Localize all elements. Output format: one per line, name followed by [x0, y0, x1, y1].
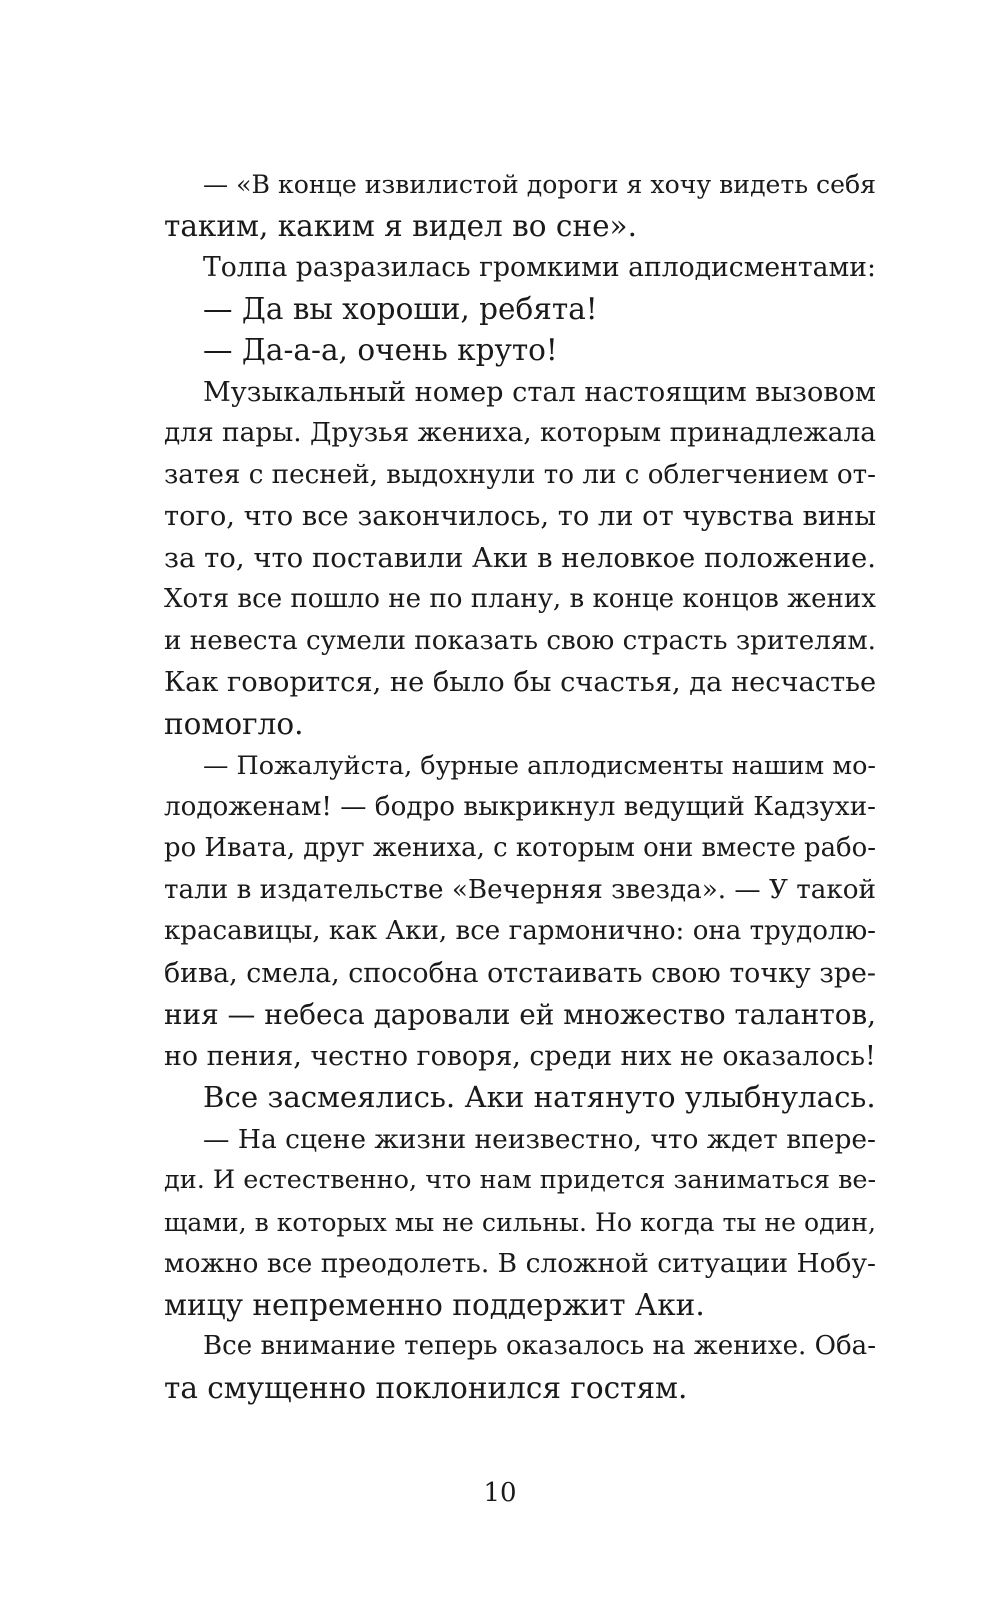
text-line: для пары. Друзья жениха, которым принадлежала [164, 418, 876, 448]
text-line: щами, в которых мы не сильны. Но когда ты не один, [164, 1207, 876, 1237]
text-line: Как говорится, не было бы счастья, да несчастье [164, 667, 877, 698]
text-line: — Да вы хороши, ребята! [203, 291, 598, 326]
text-line: мицу непременно поддержит Аки. [164, 1287, 705, 1322]
text-line: — Да-а-а, очень круто! [203, 333, 558, 367]
text-line: лодоженам! — бодро выкрикнул ведущий Кадзухи- [164, 791, 876, 822]
text-line: Все засмеялись. Аки натянуто улыбнулась. [203, 1080, 876, 1114]
text-line: ди. И естественно, что нам придется заниматься ве- [164, 1165, 877, 1195]
text-line: — Пожалуйста, бурные аплодисменты нашим мо- [203, 750, 876, 780]
text-line: Толпа разразилась громкими аплодисментами: [203, 252, 876, 283]
text-line: того, что все закончилось, то ли от чувства вины [164, 501, 877, 532]
text-line: ния — небеса даровали ей множество талантов, [164, 998, 876, 1031]
text-line: и невеста сумели показать свою страсть зрителям. [164, 625, 876, 656]
text-line: бива, смела, способна отстаивать свою точку зре- [164, 957, 876, 989]
text-line: Хотя все пошло не по плану, в конце концов жених [164, 584, 876, 614]
page-number: 10 [483, 1478, 517, 1508]
text-line: затея с песней, выдохнули то ли с облегчением от- [164, 459, 876, 490]
text-line: можно все преодолеть. В сложной ситуации Нобу- [164, 1248, 876, 1279]
text-line: Все внимание теперь оказалось на женихе. Оба- [203, 1331, 876, 1361]
text-line: за то, что поставили Аки в неловкое положение. [164, 542, 876, 574]
text-line: тали в издательстве «Вечерняя звезда». — У такой [164, 874, 876, 905]
text-line: но пения, честно говоря, среди них не оказалось! [164, 1040, 876, 1072]
text-line: — «В конце извилистой дороги я хочу видеть себя [203, 170, 876, 199]
text-line: помогло. [164, 706, 304, 741]
text-line: красавицы, как Аки, все гармонично: она трудолю- [164, 916, 876, 946]
text-line: — На сцене жизни неизвестно, что ждет впере- [203, 1123, 876, 1155]
text-line: Музыкальный номер стал настоящим вызовом [203, 376, 876, 408]
text-line: ро Ивата, друг жениха, с которым они вместе рабо- [164, 833, 876, 863]
body-text [164, 164, 876, 1409]
text-line: та смущенно поклонился гостям. [164, 1370, 688, 1405]
text-line: таким, каким я видел во сне». [164, 208, 637, 243]
